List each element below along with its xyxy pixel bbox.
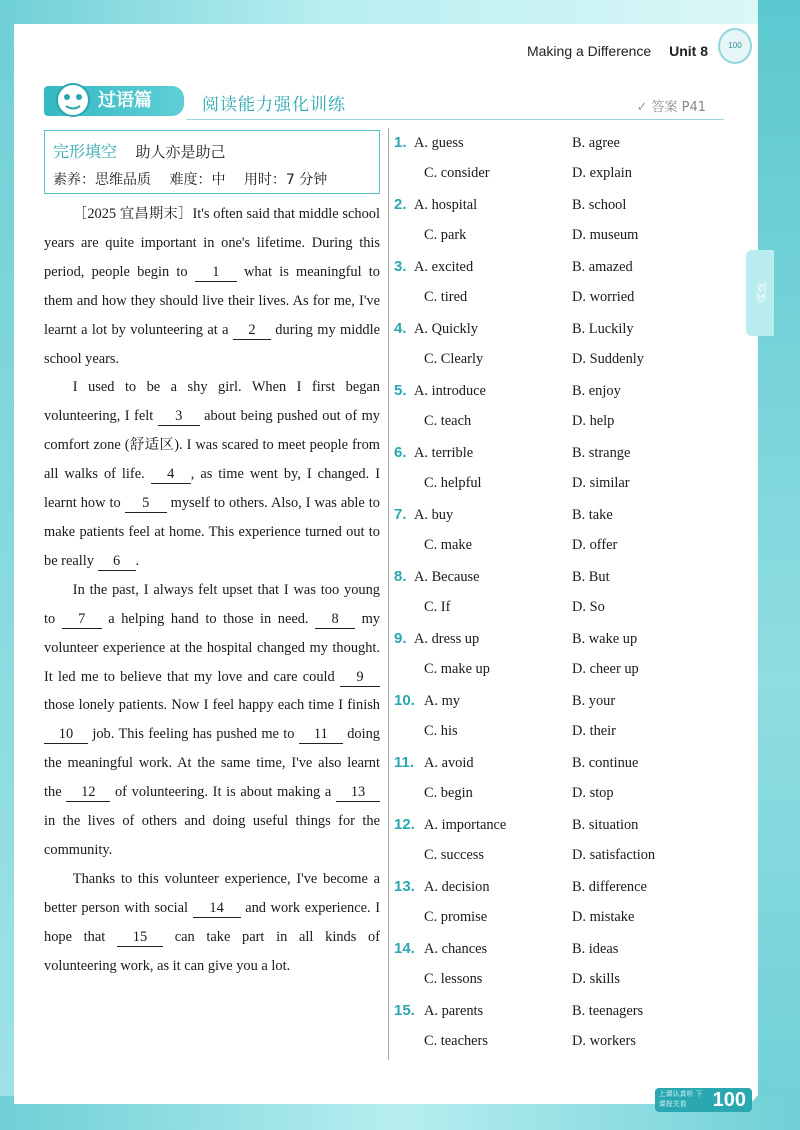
option-a[interactable]: A. parents (424, 1003, 484, 1019)
question-1 (394, 128, 754, 190)
blank-2[interactable]: 2 (233, 321, 271, 340)
side-tab: 刘梦 (746, 250, 774, 336)
footer-slogan: 上课认真听 下课按关看 (658, 1091, 703, 1108)
question-14 (394, 934, 754, 996)
option-d[interactable]: D. Suddenly (572, 351, 644, 367)
question-number: 6. (394, 444, 407, 461)
question-number: 10. (394, 692, 415, 709)
column-divider (388, 128, 389, 1060)
option-b[interactable]: B. ideas (572, 941, 619, 957)
question-15 (394, 996, 754, 1058)
passage-text: those lonely patients. Now I feel happy each time I finish (44, 697, 380, 714)
blank-12[interactable]: 12 (66, 783, 110, 802)
blank-3[interactable]: 3 (158, 407, 200, 426)
option-b[interactable]: B. amazed (572, 259, 633, 275)
option-b[interactable]: B. take (572, 507, 613, 523)
option-c[interactable]: C. tired (424, 289, 468, 305)
option-b[interactable]: B. But (572, 569, 610, 585)
passage-text: I used to be a shy girl. When I first began volunteering, I felt (44, 379, 380, 425)
question-number: 7. (394, 506, 407, 523)
option-a[interactable]: A. importance (424, 817, 507, 833)
passage-paragraph (44, 865, 380, 981)
option-a[interactable]: A. terrible (414, 445, 474, 461)
section-badge: 过语篇 (44, 86, 184, 116)
option-d[interactable]: D. similar (572, 475, 630, 491)
page-frame-left (0, 0, 14, 1130)
option-c[interactable]: C. make up (424, 661, 490, 677)
option-b[interactable]: B. school (572, 197, 627, 213)
passage-text: a helping hand to those in need. (101, 610, 316, 627)
time-label: 用时：7 分钟 (243, 172, 328, 188)
running-title: Making a Difference (526, 43, 652, 59)
page-number-badge (655, 1088, 752, 1112)
option-b[interactable]: B. situation (572, 817, 639, 833)
question-13 (394, 872, 754, 934)
passage-text: about being pushed out of my comfort zone (舒适区). I was scared to meet people from all walks of life. (44, 408, 380, 483)
banner-divider (186, 119, 724, 120)
skill-label: 素养：思维品质 (53, 172, 151, 188)
option-a[interactable]: A. decision (424, 879, 490, 895)
question-9 (394, 624, 754, 686)
running-head (527, 43, 708, 59)
section-subtitle: 阅读能力强化训练 (202, 95, 346, 115)
question-6 (394, 438, 754, 500)
passage-paragraph (44, 576, 380, 865)
blank-13[interactable]: 13 (336, 783, 380, 802)
question-number: 4. (394, 320, 407, 337)
answer-ref-text: 答案 P41 (651, 100, 706, 115)
option-b[interactable]: B. difference (572, 879, 647, 895)
option-c[interactable]: C. Clearly (424, 351, 484, 367)
option-b[interactable]: B. your (572, 693, 616, 709)
option-b[interactable]: B. teenagers (572, 1003, 644, 1019)
question-3 (394, 252, 754, 314)
passage-text: what is meaningful to them and how they should live their lives. As for me, I've learnt a lot by volunteering at a (44, 263, 380, 338)
option-a[interactable]: A. chances (424, 941, 488, 957)
option-a[interactable]: A. Quickly (414, 321, 478, 337)
question-number: 13. (394, 878, 415, 895)
question-number: 8. (394, 568, 407, 585)
blank-8[interactable]: 8 (315, 610, 355, 629)
options-column (394, 128, 754, 1058)
passage-text: . (135, 552, 140, 569)
option-c[interactable]: C. If (424, 599, 451, 615)
option-d[interactable]: D. So (572, 599, 605, 615)
question-5 (394, 376, 754, 438)
blank-6[interactable]: 6 (98, 552, 136, 571)
option-b[interactable]: B. agree (572, 135, 620, 151)
question-12 (394, 810, 754, 872)
passage-text: during my middle school years. (44, 321, 380, 367)
passage-text: in the lives of others and doing useful things for the community. (44, 813, 380, 858)
option-c[interactable]: C. consider (424, 165, 490, 181)
question-number: 12. (394, 816, 415, 833)
option-d[interactable]: D. workers (572, 1033, 636, 1049)
blank-4[interactable]: 4 (151, 465, 191, 484)
option-d[interactable]: D. stop (572, 785, 614, 801)
passage-text: In the past, I always felt upset that I was too young to (44, 581, 380, 627)
question-number: 5. (394, 382, 407, 399)
difficulty-label: 难度：中 (169, 172, 226, 188)
option-c[interactable]: C. teachers (424, 1033, 488, 1049)
option-c[interactable]: C. park (424, 227, 467, 243)
exercise-title: 助人亦是助己 (135, 143, 226, 161)
question-10 (394, 686, 754, 748)
option-a[interactable]: A. introduce (414, 383, 486, 399)
option-d[interactable]: D. museum (572, 227, 639, 243)
option-b[interactable]: B. wake up (572, 631, 638, 647)
option-b[interactable]: B. continue (572, 755, 639, 771)
passage-text: can take part in all kinds of volunteering work, as it can give you a lot. (44, 928, 381, 974)
option-a[interactable]: A. excited (414, 259, 474, 275)
option-b[interactable]: B. Luckily (572, 321, 634, 337)
blank-14[interactable]: 14 (193, 899, 241, 918)
blank-10[interactable]: 10 (44, 725, 88, 744)
passage-text: of volunteering. It is about making a (110, 784, 337, 801)
question-number: 3. (394, 258, 407, 275)
blank-7[interactable]: 7 (62, 610, 102, 629)
option-c[interactable]: C. success (424, 847, 484, 863)
option-c[interactable]: C. make (424, 537, 472, 553)
question-11 (394, 748, 754, 810)
blank-11[interactable]: 11 (299, 725, 343, 744)
option-b[interactable]: B. strange (572, 445, 631, 461)
option-a[interactable]: A. avoid (424, 755, 474, 771)
option-d[interactable]: D. help (572, 413, 615, 429)
option-c[interactable]: C. teach (424, 413, 472, 429)
option-c[interactable]: C. lessons (424, 971, 483, 987)
option-a[interactable]: A. hospital (414, 197, 478, 213)
blank-5[interactable]: 5 (125, 494, 167, 513)
question-number: 1. (394, 134, 407, 151)
option-d[interactable]: D. skills (572, 971, 620, 987)
question-4 (394, 314, 754, 376)
option-d[interactable]: D. worried (572, 289, 635, 305)
exercise-type: 完形填空 (53, 142, 118, 161)
option-d[interactable]: D. explain (572, 165, 632, 181)
option-d[interactable]: D. their (572, 723, 616, 739)
passage-text: Thanks to this volunteer experience, I've become a better person with social (44, 870, 380, 916)
question-8 (394, 562, 754, 624)
option-a[interactable]: A. buy (414, 507, 454, 523)
blank-1[interactable]: 1 (195, 263, 237, 282)
pencil-check-icon: ✓ (636, 100, 648, 115)
passage-text: ［2025 宜昌期末］It's often said that middle school years are quite important in one's lifetime. During this period, people begin to (44, 206, 380, 280)
option-c[interactable]: C. promise (424, 909, 488, 925)
option-d[interactable]: D. satisfaction (572, 847, 656, 863)
option-a[interactable]: A. Because (414, 569, 480, 585)
exercise-info-box (44, 130, 380, 194)
question-number: 9. (394, 630, 407, 647)
passage-text: doing the meaningful work. At the same time, I've also learnt the (44, 726, 380, 801)
cloze-passage (44, 200, 380, 980)
option-b[interactable]: B. enjoy (572, 383, 621, 399)
page-frame-right (758, 0, 800, 1130)
option-a[interactable]: A. guess (414, 135, 464, 151)
passage-text: , as time went by, I changed. I learnt how to (44, 466, 381, 512)
option-a[interactable]: A. my (424, 693, 460, 709)
option-c[interactable]: C. begin (424, 785, 473, 801)
question-number: 14. (394, 940, 415, 957)
question-7 (394, 500, 754, 562)
question-number: 11. (394, 754, 415, 771)
blank-15[interactable]: 15 (117, 928, 163, 947)
passage-text: job. This feeling has pushed me to (88, 726, 299, 743)
publisher-logo-icon: 100 (718, 28, 752, 64)
answer-reference (637, 96, 706, 115)
page-number: 100 (712, 1089, 746, 1111)
option-d[interactable]: D. offer (572, 537, 618, 553)
question-number: 15. (394, 1002, 415, 1019)
option-d[interactable]: D. mistake (572, 909, 635, 925)
passage-text: myself to others. Also, I was able to make patients feel at home. This experience turned out to be really (44, 495, 380, 569)
option-a[interactable]: A. dress up (414, 631, 480, 647)
passage-paragraph (44, 373, 380, 575)
option-c[interactable]: C. his (424, 723, 458, 739)
blank-9[interactable]: 9 (340, 668, 380, 687)
passage-text: my volunteer experience at the hospital changed my thought. It led me to believe that my love and care could (44, 610, 380, 685)
question-number: 2. (394, 196, 407, 213)
unit-label: Unit 8 (669, 43, 708, 59)
passage-paragraph (44, 200, 380, 373)
option-d[interactable]: D. cheer up (572, 661, 639, 677)
option-c[interactable]: C. helpful (424, 475, 482, 491)
mascot-icon (52, 80, 94, 120)
passage-text: and work experience. I hope that (44, 899, 380, 945)
question-2 (394, 190, 754, 252)
